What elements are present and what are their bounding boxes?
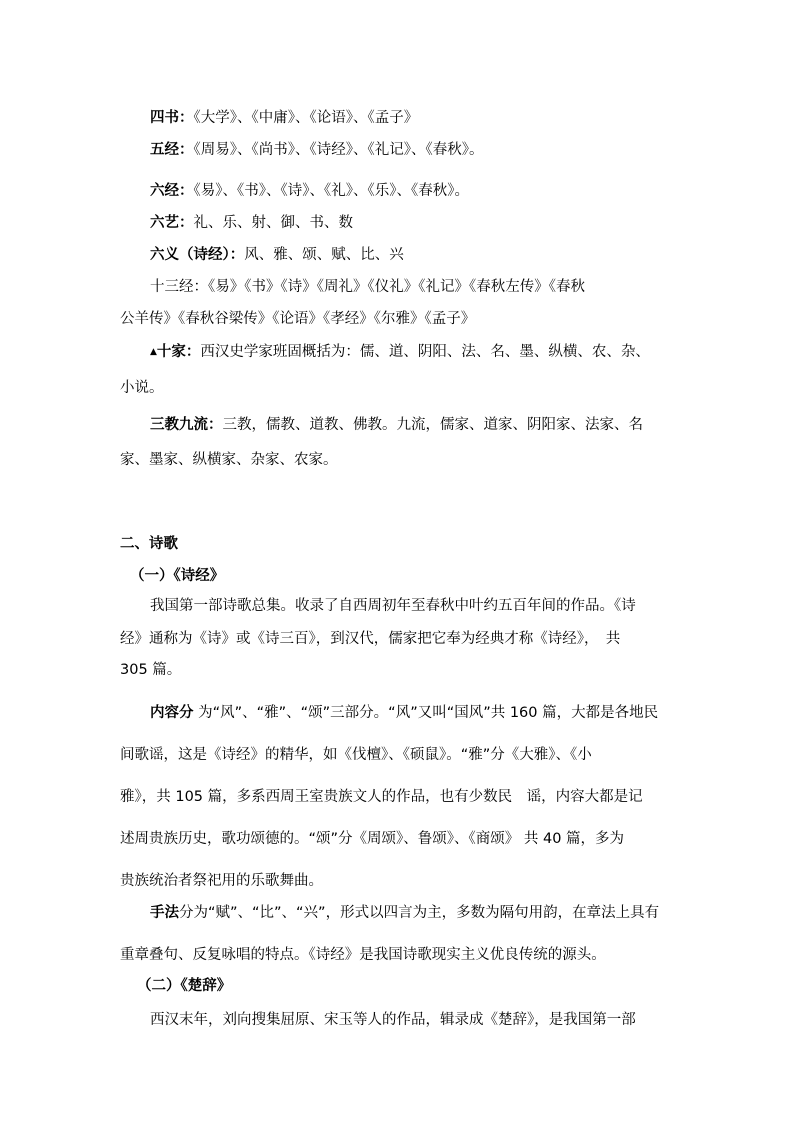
liujing-label: 六经： bbox=[150, 183, 194, 199]
chuci-p1-line-1: 西汉末年，刘向搜集屈原、宋玉等人的作品，辑录成《楚辞》，是我国第一部 bbox=[150, 1012, 636, 1028]
shijing-content-line-4: 述周贵族历史，歌功颂德的。“颂”分《周颂》、鲁颂》、《商颂》 共 40 篇，多为 bbox=[120, 831, 625, 847]
method-text-1: 分为“赋”、“比”、“兴”，形式以四言为主，多数为隔句用韵，在章法上具有 bbox=[179, 905, 660, 921]
shijia-text-1: 西汉史学家班固概括为：儒、道、阴阳、法、名、墨、纵横、农、杂、 bbox=[200, 344, 650, 360]
shijing-method-line-1 bbox=[150, 903, 698, 923]
shijing-method-line-2: 重章叠句、反复咏唱的特点。《诗经》是我国诗歌现实主义优良传统的源头。 bbox=[120, 947, 606, 963]
shijing-content-line-3: 雅》，共 105 篇，多系西周王室贵族文人的作品，也有少数民 谣，内容大都是记 bbox=[120, 789, 643, 805]
sanjiao-label: 三教九流： bbox=[150, 417, 223, 433]
wujing-label: 五经： bbox=[150, 142, 194, 158]
shijing-content-line-5: 贵族统治者祭祀用的乐歌舞曲。 bbox=[120, 873, 323, 889]
liujing-line bbox=[150, 181, 698, 201]
wujing-line bbox=[150, 140, 698, 160]
content-text-1: 为“风”、“雅”、“颂”三部分。“风”又叫“国风”共 160 篇，大都是各地民 bbox=[193, 705, 659, 721]
shijia-label: 十家： bbox=[156, 344, 201, 360]
liujing-text: 《易》、《书》、《诗》、《礼》、《乐》、《春秋》。 bbox=[193, 183, 469, 199]
method-label: 手法 bbox=[150, 905, 179, 921]
shijia-line-1 bbox=[150, 342, 698, 362]
wujing-text: 《周易》、《尚书》、《诗经》、《礼记》、《春秋》。 bbox=[193, 142, 484, 158]
sanjiao-line-1 bbox=[150, 415, 698, 435]
liuyi-shijing-text: 风、雅、颂、赋、比、兴 bbox=[244, 247, 404, 263]
shijing-p1-line-3: 305 篇。 bbox=[120, 662, 182, 678]
content-label: 内容分 bbox=[150, 705, 194, 721]
subheading-shijing: （一）《诗经》 bbox=[130, 568, 225, 584]
sanjiao-line-2: 家、墨家、纵横家、杂家、农家。 bbox=[120, 452, 338, 468]
shijing-content-line-2: 间歌谣，这是《诗经》的精华，如《伐檀》、《硕鼠》。“雅”分《大雅》、《小 bbox=[120, 747, 592, 763]
sanjiao-text-1: 三教，儒教、道教、佛教。九流，儒家、道家、阴阳家、法家、名 bbox=[222, 417, 643, 433]
shisanjing-line-2: 公羊传》《春秋谷梁传》《论语》《孝经》《尔雅》《孟子》 bbox=[120, 311, 476, 327]
subheading-chuci: （二）《楚辞》 bbox=[137, 978, 232, 994]
liuyi-label: 六艺： bbox=[150, 215, 194, 231]
triangle-marker-icon: ▲ bbox=[150, 347, 157, 357]
shisanjing-line-1: 十三经：《易》《书》《诗》《周礼》《仪礼》《礼记》《春秋左传》《春秋 bbox=[150, 279, 585, 295]
shijia-line-2: 小说。 bbox=[120, 380, 164, 396]
shijing-p1-line-1: 我国第一部诗歌总集。收录了自西周初年至春秋中叶约五百年间的作品。《诗 bbox=[150, 598, 636, 614]
shijing-p1-line-2: 经》通称为《诗》或《诗三百》，到汉代，儒家把它奉为经典才称《诗经》， 共 bbox=[120, 631, 621, 647]
liuyi-line bbox=[150, 213, 698, 233]
sishu-label: 四书： bbox=[150, 110, 194, 126]
liuyi-shijing-line bbox=[150, 245, 698, 265]
liuyi-text: 礼、乐、射、御、书、数 bbox=[193, 215, 353, 231]
sishu-line bbox=[150, 108, 698, 128]
sishu-text: 《大学》、《中庸》、《论语》、《孟子》 bbox=[193, 110, 419, 126]
shijing-content-line-1 bbox=[150, 703, 698, 723]
section-heading-poetry: 二、诗歌 bbox=[120, 536, 178, 552]
liuyi-shijing-label: 六义（诗经）： bbox=[150, 247, 245, 263]
